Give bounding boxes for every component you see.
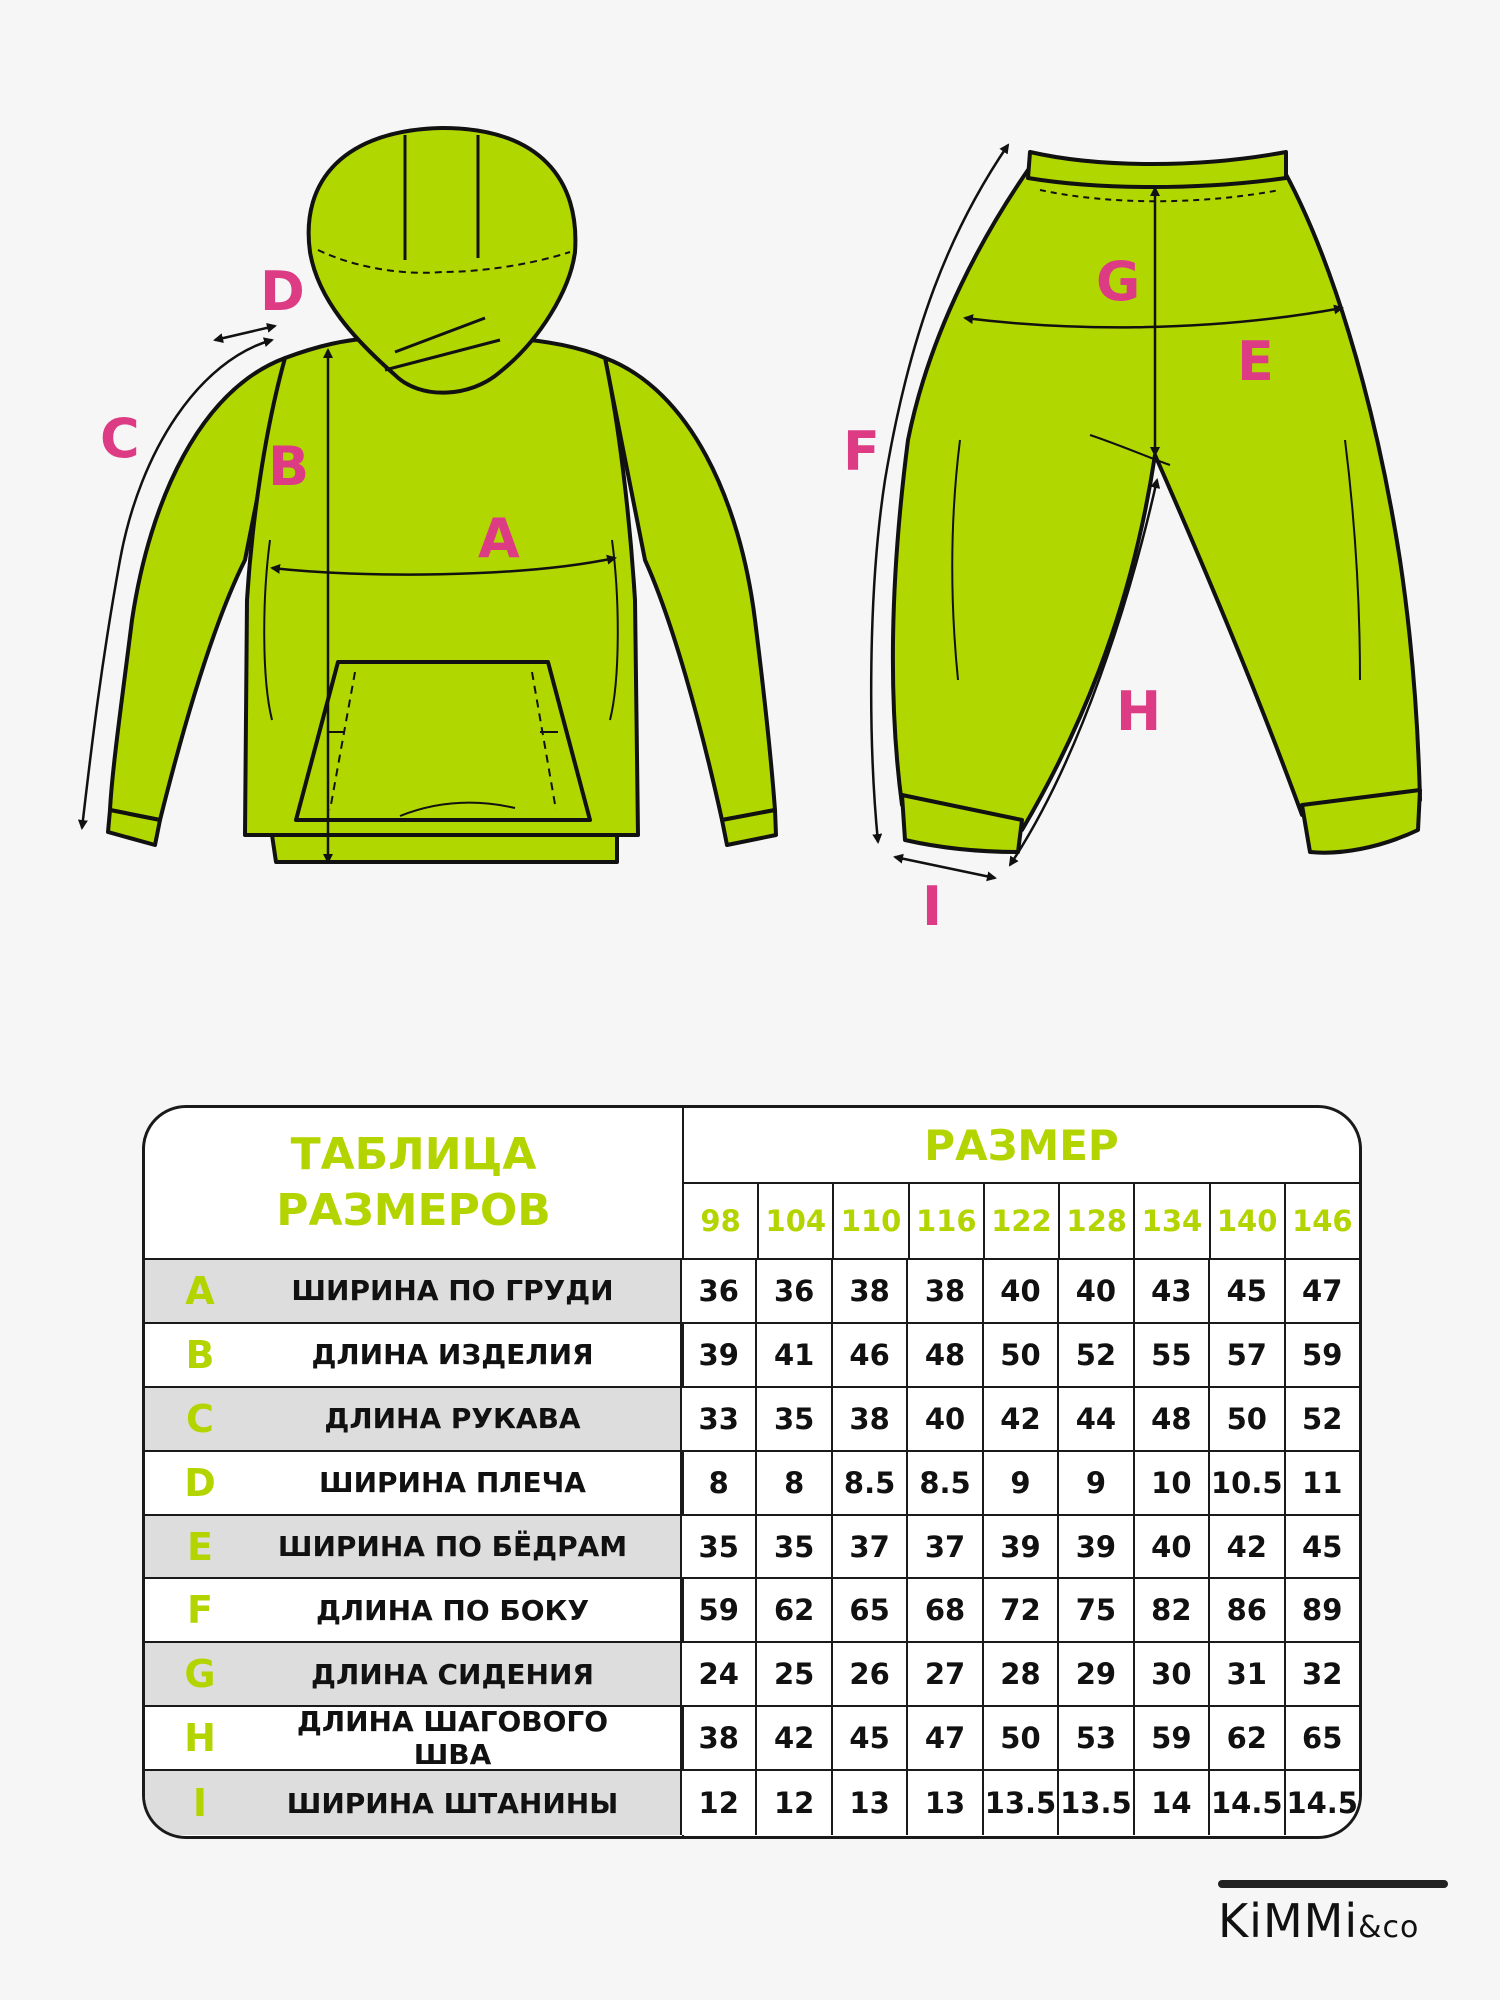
- size-col-header: 116: [908, 1184, 983, 1258]
- table-title: [145, 1108, 682, 1260]
- table-cell: 38: [906, 1260, 981, 1322]
- table-cell: 46: [831, 1324, 906, 1386]
- table-cell: 14.5: [1284, 1771, 1359, 1835]
- table-title-line2: РАЗМЕРОВ: [276, 1185, 551, 1236]
- table-cell: 31: [1208, 1643, 1283, 1705]
- row-name: ДЛИНА ИЗДЕЛИЯ: [311, 1338, 594, 1372]
- row-label: [145, 1643, 682, 1705]
- table-row: [145, 1324, 1359, 1388]
- size-header: РАЗМЕР: [684, 1108, 1359, 1184]
- table-cell: 24: [698, 1657, 739, 1692]
- row-label: [145, 1324, 682, 1386]
- table-cell: 47: [1284, 1260, 1359, 1322]
- brand-bar: [1218, 1880, 1448, 1888]
- row-values: [682, 1260, 1359, 1322]
- row-values: [682, 1516, 1359, 1578]
- table-cell: 41: [755, 1324, 830, 1386]
- row-values: [682, 1324, 1359, 1386]
- label-e: E: [1237, 330, 1274, 393]
- table-cell: 32: [1284, 1643, 1359, 1705]
- table-cell: 30: [1133, 1643, 1208, 1705]
- size-table: [142, 1105, 1362, 1839]
- table-row: [145, 1771, 1359, 1835]
- table-cell: 13.5: [982, 1771, 1057, 1835]
- table-cell: 89: [1284, 1579, 1359, 1641]
- row-letter: I: [192, 1781, 208, 1826]
- table-cell: 62: [1208, 1707, 1283, 1769]
- row-letter: A: [185, 1268, 215, 1313]
- row-values: [682, 1707, 1359, 1769]
- table-cell: 52: [1284, 1388, 1359, 1450]
- table-cell: 35: [698, 1529, 739, 1564]
- table-cell: 50: [982, 1707, 1057, 1769]
- table-cell: 36: [698, 1273, 739, 1308]
- row-letter: B: [185, 1332, 215, 1377]
- table-cell: 43: [1133, 1260, 1208, 1322]
- brand-text: [1218, 1894, 1448, 1948]
- table-cell: 10: [1133, 1452, 1208, 1514]
- table-cell: 38: [698, 1721, 739, 1756]
- table-cell: 29: [1057, 1643, 1132, 1705]
- table-cell: 13: [906, 1771, 981, 1835]
- table-cell: 42: [755, 1707, 830, 1769]
- table-cell: 39: [698, 1337, 739, 1372]
- row-values: [682, 1388, 1359, 1450]
- table-row: [145, 1643, 1359, 1707]
- table-cell: 59: [698, 1593, 739, 1628]
- row-letter: C: [186, 1396, 214, 1441]
- row-letter: H: [184, 1716, 216, 1761]
- row-name: ШИРИНА ШТАНИНЫ: [286, 1786, 619, 1820]
- size-col-header: 134: [1133, 1184, 1208, 1258]
- table-cell: 39: [982, 1516, 1057, 1578]
- row-values: [682, 1452, 1359, 1514]
- table-cell: 38: [831, 1388, 906, 1450]
- brand-main: KiMMi: [1218, 1894, 1359, 1948]
- table-cell: 42: [1208, 1516, 1283, 1578]
- table-row: [145, 1452, 1359, 1516]
- table-cell: 44: [1057, 1388, 1132, 1450]
- garment-illustration: [0, 0, 1500, 960]
- table-row: [145, 1707, 1359, 1771]
- row-letter: G: [184, 1652, 216, 1697]
- table-cell: 40: [1133, 1516, 1208, 1578]
- table-cell: 65: [1284, 1707, 1359, 1769]
- pants-drawing: [893, 152, 1420, 853]
- table-row: [145, 1579, 1359, 1643]
- row-values: [682, 1643, 1359, 1705]
- row-name: ДЛИНА СИДЕНИЯ: [311, 1657, 594, 1691]
- size-col-header: 122: [983, 1184, 1058, 1258]
- label-h: H: [1116, 680, 1162, 743]
- row-label: [145, 1516, 682, 1578]
- size-col-header: 104: [757, 1184, 832, 1258]
- row-name: ДЛИНА ПО БОКУ: [315, 1593, 590, 1627]
- table-cell: 53: [1057, 1707, 1132, 1769]
- row-name: ШИРИНА ПЛЕЧА: [319, 1466, 586, 1500]
- table-cell: 68: [906, 1579, 981, 1641]
- table-cell: 75: [1057, 1579, 1132, 1641]
- table-cell: 35: [755, 1516, 830, 1578]
- table-cell: 25: [755, 1643, 830, 1705]
- row-name: ДЛИНА ШАГОВОГО ШВА: [296, 1705, 609, 1772]
- table-cell: 9: [1057, 1452, 1132, 1514]
- table-cell: 37: [906, 1516, 981, 1578]
- table-cell: 13: [831, 1771, 906, 1835]
- table-cell: 35: [755, 1388, 830, 1450]
- row-name: ДЛИНА РУКАВА: [324, 1402, 581, 1436]
- label-b: B: [268, 435, 310, 498]
- table-cell: 42: [982, 1388, 1057, 1450]
- size-col-header: 110: [832, 1184, 907, 1258]
- table-cell: 8: [755, 1452, 830, 1514]
- label-g: G: [1096, 250, 1141, 313]
- table-cell: 48: [906, 1324, 981, 1386]
- row-letter: E: [187, 1524, 213, 1569]
- hoodie-drawing: [108, 128, 776, 862]
- table-cell: 8.5: [906, 1452, 981, 1514]
- table-cell: 72: [982, 1579, 1057, 1641]
- table-cell: 14.5: [1208, 1771, 1283, 1835]
- table-title-line1: ТАБЛИЦА: [290, 1129, 537, 1180]
- table-cell: 38: [831, 1260, 906, 1322]
- table-cell: 57: [1208, 1324, 1283, 1386]
- table-cell: 36: [755, 1260, 830, 1322]
- table-cell: 12: [698, 1786, 739, 1821]
- table-cell: 48: [1133, 1388, 1208, 1450]
- table-cell: 40: [982, 1260, 1057, 1322]
- row-label: [145, 1705, 682, 1772]
- table-cell: 59: [1133, 1707, 1208, 1769]
- row-label: [145, 1452, 682, 1514]
- table-cell: 59: [1284, 1324, 1359, 1386]
- label-d: D: [260, 260, 305, 323]
- brand-logo: [1218, 1880, 1448, 1948]
- table-row: [145, 1260, 1359, 1324]
- table-cell: 14: [1133, 1771, 1208, 1835]
- row-letter: D: [184, 1460, 216, 1505]
- table-cell: 8.5: [831, 1452, 906, 1514]
- row-name: ШИРИНА ПО ГРУДИ: [291, 1274, 614, 1308]
- table-rows: [145, 1260, 1359, 1836]
- table-cell: 40: [1057, 1260, 1132, 1322]
- row-values: [682, 1579, 1359, 1641]
- table-cell: 37: [831, 1516, 906, 1578]
- table-cell: 33: [698, 1401, 739, 1436]
- table-cell: 45: [831, 1707, 906, 1769]
- row-label: [145, 1388, 682, 1450]
- table-cell: 9: [982, 1452, 1057, 1514]
- table-cell: 55: [1133, 1324, 1208, 1386]
- table-cell: 8: [708, 1465, 729, 1500]
- table-cell: 27: [906, 1643, 981, 1705]
- table-cell: 65: [831, 1579, 906, 1641]
- label-c: C: [100, 407, 140, 470]
- row-values: [682, 1771, 1359, 1835]
- table-cell: 82: [1133, 1579, 1208, 1641]
- brand-suffix: &co: [1358, 1910, 1420, 1945]
- table-cell: 62: [755, 1579, 830, 1641]
- size-col-header: 128: [1058, 1184, 1133, 1258]
- label-f: F: [843, 420, 880, 483]
- table-cell: 50: [1208, 1388, 1283, 1450]
- size-header-row: [684, 1184, 1359, 1260]
- table-cell: 52: [1057, 1324, 1132, 1386]
- row-label: [145, 1260, 682, 1322]
- row-label: [145, 1771, 682, 1835]
- table-cell: 86: [1208, 1579, 1283, 1641]
- table-cell: 47: [906, 1707, 981, 1769]
- row-name: ШИРИНА ПО БЁДРАМ: [277, 1530, 628, 1563]
- table-cell: 40: [906, 1388, 981, 1450]
- table-cell: 13.5: [1057, 1771, 1132, 1835]
- label-a: A: [478, 507, 520, 570]
- table-cell: 12: [755, 1771, 830, 1835]
- table-cell: 28: [982, 1643, 1057, 1705]
- size-col-header: 140: [1209, 1184, 1284, 1258]
- table-row: [145, 1388, 1359, 1452]
- table-cell: 45: [1208, 1260, 1283, 1322]
- table-cell: 10.5: [1208, 1452, 1283, 1514]
- label-i: I: [922, 875, 943, 938]
- table-row: [145, 1516, 1359, 1580]
- table-cell: 11: [1284, 1452, 1359, 1514]
- table-cell: 50: [982, 1324, 1057, 1386]
- size-col-header: 98: [700, 1204, 741, 1238]
- size-col-header: 146: [1284, 1184, 1359, 1258]
- row-label: [145, 1579, 682, 1641]
- table-cell: 45: [1284, 1516, 1359, 1578]
- row-letter: F: [187, 1588, 213, 1633]
- table-cell: 26: [831, 1643, 906, 1705]
- table-cell: 39: [1057, 1516, 1132, 1578]
